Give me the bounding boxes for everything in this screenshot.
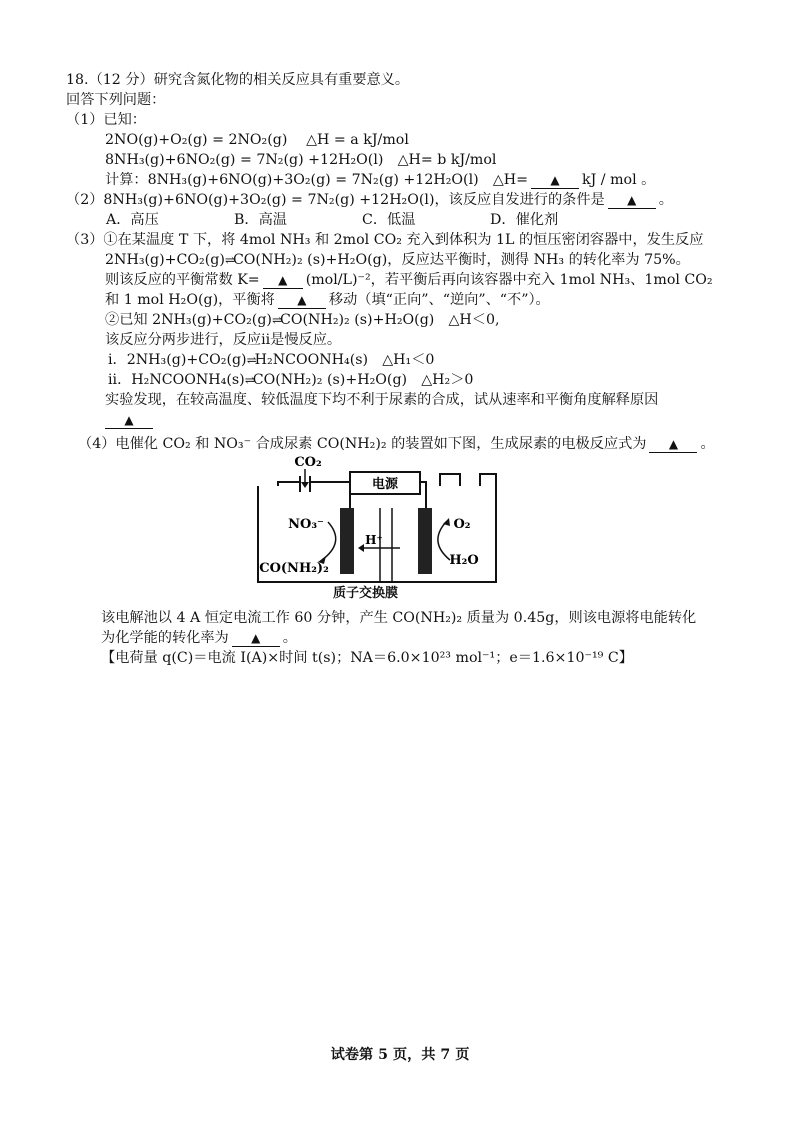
- part3-reaction: [105, 251, 690, 270]
- membrane-caption: 质子交换膜: [333, 586, 399, 601]
- part4-text: （4）电催化 CO₂ 和 NO₃⁻ 合成尿素 CO(NH₂)₂ 的装置如下图，生成尿素的电极反应式为: [78, 436, 647, 452]
- reaction-lhs: ②已知 2NH₃(g)+CO₂(g): [105, 312, 272, 328]
- part1-equation-1: 2NO(g)+O₂(g) = 2NO₂(g) △H = a kJ/mol: [105, 132, 409, 148]
- answer-blank-2[interactable]: [608, 193, 656, 209]
- part3-line-3: [105, 271, 713, 290]
- answer-blank-7[interactable]: [232, 631, 280, 647]
- blank-marker: ▲: [124, 413, 134, 427]
- answer-blank-3[interactable]: [263, 273, 303, 289]
- part2-end: 。: [658, 192, 673, 208]
- part1-equation-2: 8NH₃(g)+6NO₂(g) = 7N₂(g) +12H₂O(l) △H= b kJ/mol: [105, 152, 497, 168]
- anode-curve-arrow: [438, 522, 450, 560]
- conversion-end: 。: [282, 630, 297, 646]
- step2-lhs: ii．H₂NCOONH₄(s): [108, 372, 245, 388]
- part3-line-5: [105, 311, 500, 330]
- part2-options: [106, 211, 618, 230]
- part4-line-after-1: 该电解池以 4 A 恒定电流工作 60 分钟，产生 CO(NH₂)₂ 质量为 0.45g，则该电源将电能转化: [101, 610, 697, 626]
- part1-calc-text: 计算：8NH₃(g)+6NO(g)+3O₂(g) = 7N₂(g) +12H₂O(l) △H=: [105, 172, 529, 188]
- water-label: H₂O: [449, 553, 479, 568]
- part3-line-6: 该反应分两步进行，反应ii是慢反应。: [105, 332, 342, 348]
- reaction-lhs: 2NH₃(g)+CO₂(g): [105, 252, 225, 268]
- shift-text-rest: 移动（填“正向”、“逆向”、“不”）。: [328, 292, 550, 308]
- step1-lhs: i．2NH₃(g)+CO₂(g): [108, 352, 247, 368]
- question-prompt: 回答下列问题：: [66, 92, 166, 108]
- conversion-text: 为化学能的转化率为: [101, 630, 229, 646]
- part4-line-after-2: [101, 629, 297, 648]
- equilibrium-constant-rest: (mol/L)⁻²，若平衡后再向该容器中充入 1mol NH₃、1mol CO₂: [305, 272, 713, 288]
- part3-step-1: [108, 351, 434, 370]
- cathode-electrode: [340, 508, 354, 574]
- step2-rhs: CO(NH₂)₂ (s)+H₂O(g) △H₂＞0: [252, 372, 474, 388]
- part2-question: [66, 191, 673, 210]
- part3-answer-line: [105, 411, 156, 430]
- left-wire: [278, 482, 300, 486]
- part3-line-9: 实验发现，在较高温度、较低温度下均不利于尿素的合成，试从速率和平衡角度解释原因: [105, 392, 659, 408]
- part4-end: 。: [700, 436, 715, 452]
- blank-marker: ▲: [278, 273, 288, 287]
- hplus-arrow-head: [358, 544, 364, 552]
- urea-label: CO(NH₂)₂: [259, 561, 329, 576]
- part1-calc-unit: kJ / mol 。: [582, 172, 656, 188]
- equilibrium-constant-text: 则该反应的平衡常数 K=: [105, 272, 260, 288]
- blank-marker: ▲: [297, 293, 307, 307]
- option-c[interactable]: C．低温: [362, 212, 416, 228]
- electrolysis-cell-diagram: [250, 452, 510, 600]
- reaction-rhs: CO(NH₂)₂ (s)+H₂O(g) △H＜0,: [280, 312, 500, 328]
- answer-blank-6[interactable]: [649, 437, 697, 453]
- left-electrode-wire: [310, 482, 350, 512]
- part3-step-2: [108, 371, 473, 390]
- option-a[interactable]: A．高压: [106, 212, 159, 228]
- part2-text: （2）8NH₃(g)+6NO(g)+3O₂(g) = 7N₂(g) +12H₂O(l)，该反应自发进行的条件是: [66, 192, 605, 208]
- option-b[interactable]: B．高温: [234, 212, 287, 228]
- blank-marker: ▲: [251, 631, 261, 645]
- part1-calculation: [105, 171, 655, 190]
- page-footer: 试卷第 5 页，共 7 页: [330, 1047, 470, 1063]
- option-d[interactable]: D．催化剂: [490, 212, 559, 228]
- shift-text: 和 1 mol H₂O(g)，平衡将: [105, 292, 275, 308]
- part3-line-4: [105, 291, 550, 310]
- blank-marker: ▲: [668, 437, 679, 451]
- answer-blank-1[interactable]: [531, 173, 579, 189]
- anode-electrode: [418, 508, 432, 574]
- reaction-rhs: CO(NH₂)₂ (s)+H₂O(g)，反应达平衡时，测得 NH₃ 的转化率为 75%。: [232, 252, 690, 268]
- right-wall-top: [480, 474, 496, 486]
- oxygen-label: O₂: [453, 517, 471, 532]
- part1-label: （1）已知：: [66, 112, 146, 128]
- answer-blank-4[interactable]: [278, 293, 326, 309]
- part4-note: 【电荷量 q(C)＝电流 I(A)×时间 t(s)；NA＝6.0×10²³ mol⁻¹；e＝1.6×10⁻¹⁹ C】: [101, 650, 633, 666]
- answer-blank-5[interactable]: [105, 413, 153, 429]
- step1-rhs: H₂NCOONH₄(s) △H₁＜0: [254, 352, 435, 368]
- co2-arrow-head: [301, 482, 309, 488]
- equilibrium-arrow: ⇌: [224, 253, 233, 267]
- blank-marker: ▲: [627, 193, 637, 207]
- question-title: 18.（12 分）研究含氮化物的相关反应具有重要意义。: [66, 72, 410, 88]
- equilibrium-arrow: ⇌: [244, 373, 253, 387]
- power-supply-label: 电源: [371, 477, 399, 492]
- equilibrium-arrow: ⇌: [271, 313, 281, 327]
- blank-marker: ▲: [550, 173, 560, 187]
- co2-label: CO₂: [294, 455, 322, 470]
- nitrate-label: NO₃⁻: [288, 517, 324, 532]
- equilibrium-arrow: ⇌: [246, 353, 255, 367]
- right-inlet: [440, 474, 460, 486]
- cathode-curve-arrow: [322, 522, 336, 560]
- hplus-label: H⁺: [365, 533, 383, 547]
- part3-line-1: （3）①在某温度 T 下，将 4mol NH₃ 和 2mol CO₂ 充入到体积为 1L 的恒压密闭容器中，发生反应: [66, 232, 704, 248]
